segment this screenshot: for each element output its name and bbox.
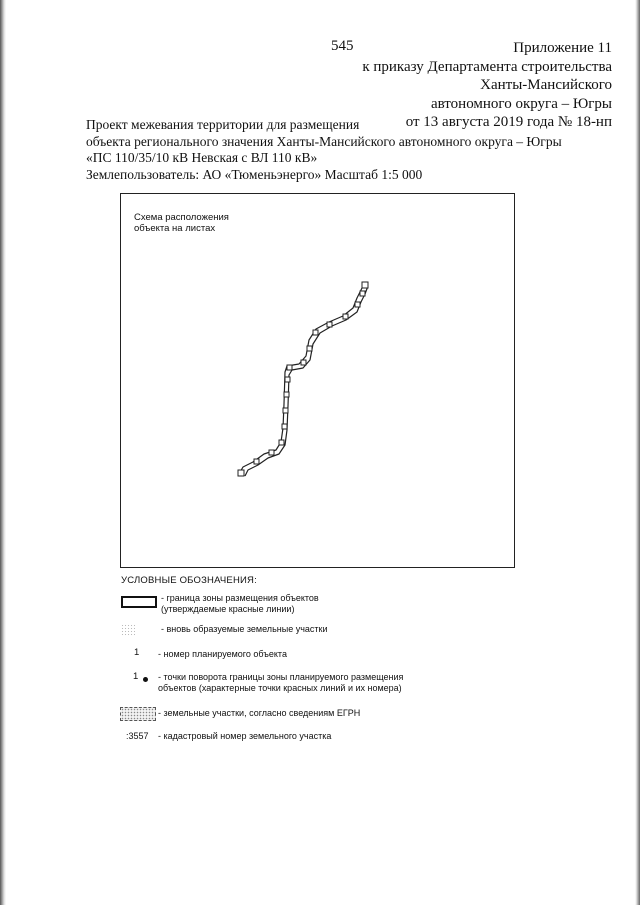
sheet-marker [285,377,290,382]
sheet-marker [301,360,306,365]
appendix-line: автономного округа – Югры [430,95,612,112]
legend-text: - кадастровый номер земельного участка [158,731,332,741]
cadastral-number-symbol: :3557 [126,731,149,741]
appendix-line: к приказу Департамента строительства [362,58,612,75]
sheet-marker [355,302,360,307]
legend-row-cadastral [121,731,481,747]
legend [121,575,481,741]
legend-row-zone-boundary [121,593,481,619]
sheet-marker [307,346,312,351]
new-plot-symbol [121,624,135,636]
sheet-marker [238,470,244,476]
object-number-symbol: 1 [134,647,140,658]
sheet-marker [279,440,284,445]
zone-boundary-outline [239,284,364,474]
sheet-marker [269,450,274,455]
sheet-marker [287,365,292,370]
sheet-marker [360,291,365,296]
zone-boundary-symbol [121,596,157,608]
legend-text [158,672,403,694]
sheet-marker [362,282,368,288]
scan-edge-right [635,0,640,905]
sheet-marker [313,330,318,335]
page-number: 545 [331,38,354,54]
layout-scheme-map [120,193,515,568]
sheet-marker [282,424,287,429]
sheet-marker [327,322,332,327]
legend-row-egrn [121,707,481,723]
map-caption-line: Схема расположения [134,212,229,223]
map-caption-line: объекта на листах [134,223,216,234]
project-title [86,117,562,183]
legend-text-line: - точки поворота границы зоны планируемого размещения [158,672,404,682]
legend-title: УСЛОВНЫЕ ОБОЗНАЧЕНИЯ: [121,575,257,586]
legend-row-object-number [121,647,481,663]
legend-text-line: объектов (характерные точки красных линий и их номера) [158,683,402,693]
project-title-line: Проект межевания территории для размещения [86,117,360,132]
scan-edge-left [0,0,6,905]
sheet-marker [283,408,288,413]
legend-text [161,593,319,615]
sheet-marker [284,392,289,397]
appendix-line: от 13 августа 2019 года № 18-нп [405,114,612,130]
project-title-line: объекта регионального значения Ханты-Мансийского автономного округа – Югры [86,133,562,149]
project-title-line: «ПС 110/35/10 кВ Невская с ВЛ 110 кВ» [86,150,318,165]
map-drawing [121,194,514,567]
legend-text-line: (утверждаемые красные линии) [161,604,295,614]
sheet-marker [343,314,348,319]
zone-boundary-outline-inner [245,286,368,476]
legend-text-line: - граница зоны размещения объектов [161,593,319,603]
project-title-line: Землепользователь: АО «Тюменьэнерго» Масштаб 1:5 000 [86,166,423,182]
legend-row-new-plots [121,622,481,638]
appendix-line: Приложение 11 [513,40,612,56]
appendix-line: Ханты-Мансийского [480,77,612,93]
legend-text: - номер планируемого объекта [158,649,287,659]
sheet-marker [254,459,259,464]
legend-row-turn-points [121,671,481,697]
egrn-plot-symbol [120,707,156,721]
turn-point-dot-icon [143,677,148,682]
legend-text: - земельные участки, согласно сведениям ЕГРН [158,708,361,718]
turn-point-number: 1 [133,671,139,682]
legend-text: - вновь образуемые земельные участки [161,624,328,634]
